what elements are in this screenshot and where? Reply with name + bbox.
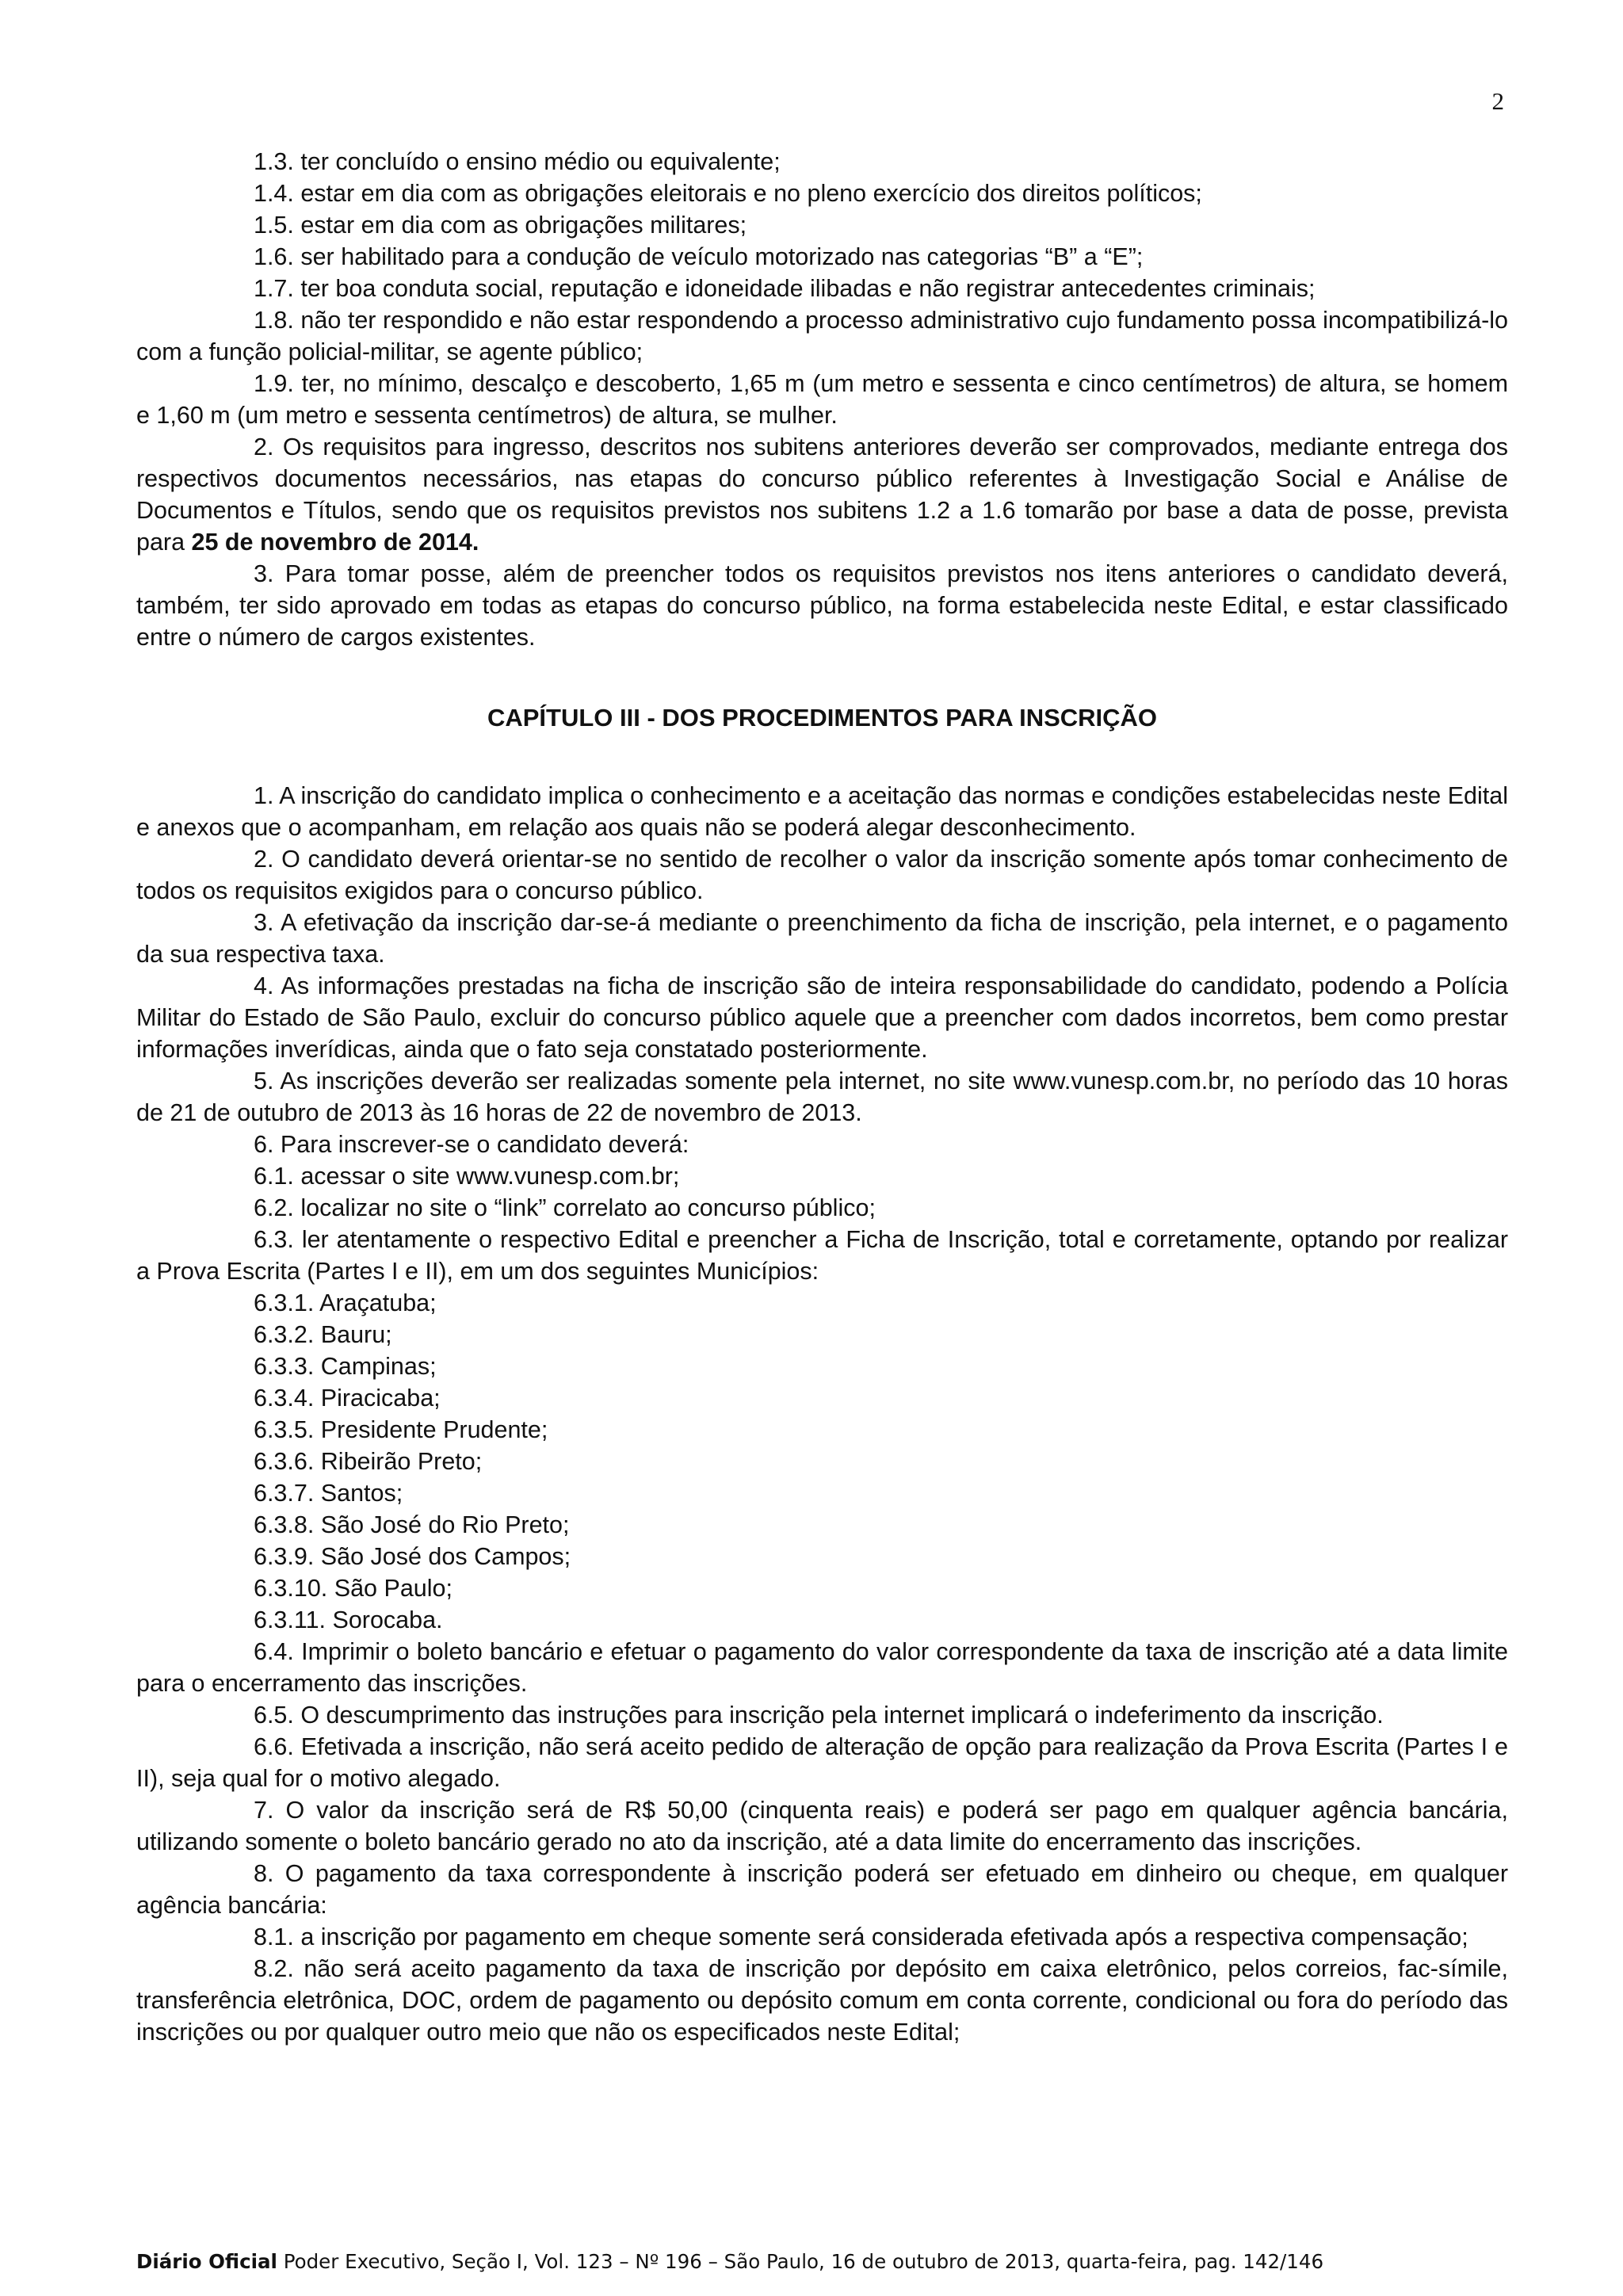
chapter-item-7: 7. O valor da inscrição será de R$ 50,00 (cinquenta reais) e poderá ser pago em qualquer agência bancária, utilizando somente o boleto bancário gerado no ato da inscrição, até a data limite do encerramento das inscrições.	[136, 1797, 1508, 1855]
requirement-1-8: 1.8. não ter respondido e não estar respondendo a processo administrativo cujo fundamento possa incompatibilizá-lo com a função policial-militar, se agente público;	[136, 307, 1508, 365]
chapter-title: CAPÍTULO III - DOS PROCEDIMENTOS PARA INSCRIÇÃO	[487, 704, 1158, 732]
chapter-item-6-2: 6.2. localizar no site o “link” correlato ao concurso público;	[254, 1194, 876, 1221]
requirements-proof-text: 2. Os requisitos para ingresso, descritos nos subitens anteriores deverão ser comprovados, mediante entrega dos respectivos documentos necessários, nas etapas do concurso público referentes à Investigação Social e Análise de Documentos e Títulos, sendo que os requisitos previstos nos subitens 1.2 a 1.6 tomarão por base a data de posse, prevista para	[136, 434, 1508, 556]
chapter-item-5: 5. As inscrições deverão ser realizadas somente pela internet, no site www.vunesp.com.br, no período das 10 horas de 21 de outubro de 2013 às 16 horas de 22 de novembro de 2013.	[136, 1068, 1508, 1126]
chapter-item-1: 1. A inscrição do candidato implica o conhecimento e a aceitação das normas e condições estabelecidas neste Edital e anexos que o acompanham, em relação aos quais não se poderá alegar desconhecimento.	[136, 782, 1508, 841]
municipality-item: 6.3.11. Sorocaba.	[254, 1606, 443, 1633]
municipality-item: 6.3.2. Bauru;	[254, 1321, 392, 1348]
requirement-1-7: 1.7. ter boa conduta social, reputação e idoneidade ilibadas e não registrar antecedentes criminais;	[254, 275, 1316, 302]
chapter-item-8: 8. O pagamento da taxa correspondente à inscrição poderá ser efetuado em dinheiro ou cheque, em qualquer agência bancária:	[136, 1860, 1508, 1919]
page-number: 2	[1491, 87, 1504, 115]
chapter-item-6-3: 6.3. ler atentamente o respectivo Edital e preencher a Ficha de Inscrição, total e corretamente, optando por realizar a Prova Escrita (Partes I e II), em um dos seguintes Municípios:	[136, 1226, 1508, 1285]
chapter-item-2: 2. O candidato deverá orientar-se no sentido de recolher o valor da inscrição somente após tomar conhecimento de todos os requisitos exigidos para o concurso público.	[136, 846, 1508, 904]
requirement-1-6: 1.6. ser habilitado para a condução de veículo motorizado nas categorias “B” a “E”;	[254, 243, 1144, 270]
municipality-item: 6.3.9. São José dos Campos;	[254, 1543, 571, 1570]
requirement-1-9: 1.9. ter, no mínimo, descalço e descoberto, 1,65 m (um metro e sessenta e cinco centímetros) de altura, se homem e 1,60 m (um metro e sessenta centímetros) de altura, se mulher.	[136, 370, 1508, 429]
municipality-item: 6.3.8. São José do Rio Preto;	[254, 1511, 570, 1538]
requirement-1-3: 1.3. ter concluído o ensino médio ou equivalente;	[254, 148, 781, 175]
chapter-item-4: 4. As informações prestadas na ficha de inscrição são de inteira responsabilidade do candidato, podendo a Polícia Militar do Estado de São Paulo, excluir do concurso público aquele que a preencher com dados incorretos, bem como prestar informações inverídicas, ainda que o fato seja constatado posteriormente.	[136, 972, 1508, 1063]
requirement-1-4: 1.4. estar em dia com as obrigações eleitorais e no pleno exercício dos direitos políticos;	[254, 180, 1202, 207]
requirement-1-5: 1.5. estar em dia com as obrigações militares;	[254, 212, 747, 239]
chapter-item-3: 3. A efetivação da inscrição dar-se-á mediante o preenchimento da ficha de inscrição, pela internet, e o pagamento da sua respectiva taxa.	[136, 909, 1508, 968]
requirements-proof-paragraph	[136, 431, 1508, 558]
municipality-item: 6.3.7. Santos;	[254, 1480, 403, 1507]
municipality-item: 6.3.1. Araçatuba;	[254, 1289, 437, 1316]
chapter-item-8-2: 8.2. não será aceito pagamento da taxa de inscrição por depósito em caixa eletrônico, pelos correios, fac-símile, transferência eletrônica, DOC, ordem de pagamento ou depósito comum em conta corrente, condicional ou fora do período das inscrições ou por qualquer outro meio que não os especificados neste Edital;	[136, 1955, 1508, 2046]
chapter-item-6-1: 6.1. acessar o site www.vunesp.com.br;	[254, 1163, 680, 1190]
footer-brand: Diário Oficial	[136, 2250, 277, 2273]
footer-text: Poder Executivo, Seção I, Vol. 123 – Nº 196 – São Paulo, 16 de outubro de 2013, quarta-feira, pag. 142/146	[277, 2250, 1324, 2273]
posse-date: 25 de novembro de 2014.	[191, 529, 479, 556]
chapter-item-8-1: 8.1. a inscrição por pagamento em cheque somente será considerada efetivada após a respectiva compensação;	[254, 1924, 1468, 1950]
municipality-item: 6.3.6. Ribeirão Preto;	[254, 1448, 483, 1475]
municipality-item: 6.3.5. Presidente Prudente;	[254, 1416, 548, 1443]
footer	[136, 2250, 1508, 2274]
chapter-item-6: 6. Para inscrever-se o candidato deverá:	[254, 1131, 689, 1158]
posse-paragraph: 3. Para tomar posse, além de preencher todos os requisitos previstos nos itens anteriores o candidato deverá, também, ter sido aprovado em todas as etapas do concurso público, na forma estabelecida neste Edital, e estar classificado entre o número de cargos existentes.	[136, 560, 1508, 651]
document-body	[136, 146, 1508, 2048]
municipality-item: 6.3.10. São Paulo;	[254, 1575, 453, 1602]
municipality-item: 6.3.3. Campinas;	[254, 1353, 437, 1380]
municipality-item: 6.3.4. Piracicaba;	[254, 1385, 441, 1412]
chapter-item-6-5: 6.5. O descumprimento das instruções para inscrição pela internet implicará o indeferimento da inscrição.	[254, 1702, 1384, 1729]
chapter-item-6-6: 6.6. Efetivada a inscrição, não será aceito pedido de alteração de opção para realização da Prova Escrita (Partes I e II), seja qual for o motivo alegado.	[136, 1733, 1508, 1792]
chapter-item-6-4: 6.4. Imprimir o boleto bancário e efetuar o pagamento do valor correspondente da taxa de inscrição até a data limite para o encerramento das inscrições.	[136, 1638, 1508, 1697]
